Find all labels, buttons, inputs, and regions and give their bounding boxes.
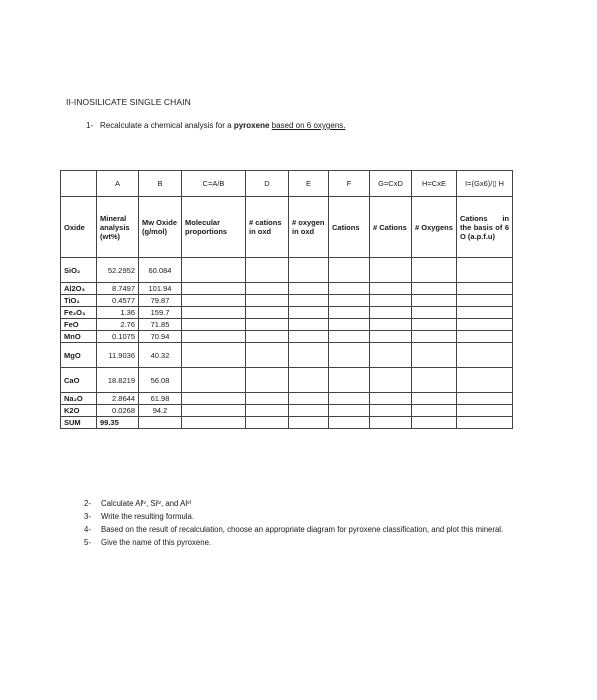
cell-mineral-analysis: 2.76 [97,319,139,331]
cell-mineral-analysis: 2.8644 [97,393,139,405]
cell-empty[interactable] [289,343,329,368]
question-item [84,523,531,536]
cell-empty[interactable] [457,405,513,417]
cell-oxide: TiO₂ [61,295,97,307]
cell-oxide: Fe₂O₃ [61,307,97,319]
cell-empty[interactable] [412,295,457,307]
question-1-text-underlined: based on 6 oxygens. [271,121,346,130]
cell-mineral-analysis: 11.9036 [97,343,139,368]
cell-empty[interactable] [329,331,370,343]
cell-empty[interactable] [246,368,289,393]
cell-empty[interactable] [182,331,246,343]
col-letter-h: H=CxE [412,171,457,197]
cell-mw-oxide: 101.94 [139,283,182,295]
cell-empty[interactable] [412,319,457,331]
table-row [61,319,513,331]
cell-empty[interactable] [412,405,457,417]
cell-empty[interactable] [370,258,412,283]
question-item [84,497,531,510]
cell-mineral-analysis: 0.1075 [97,331,139,343]
table-row [61,368,513,393]
cell-empty[interactable] [246,393,289,405]
col-letter-i: I=(Gx6)/▯ H [457,171,513,197]
question-text: Give the name of this pyroxene. [101,538,212,547]
cell-empty[interactable] [182,258,246,283]
cell-oxide: Na₂O [61,393,97,405]
cell-mineral-analysis: 52.2952 [97,258,139,283]
table-row [61,331,513,343]
cell-empty[interactable] [289,295,329,307]
cell-empty[interactable] [457,417,513,429]
cell-mw-oxide: 56.08 [139,368,182,393]
question-item [84,510,531,523]
header-molecular-proportions: Molecular proportions [182,197,246,258]
cell-oxide: SUM [61,417,97,429]
cell-empty[interactable] [457,307,513,319]
section-heading: II-INOSILICATE SINGLE CHAIN [66,97,191,107]
header-cations: Cations [329,197,370,258]
cell-empty[interactable] [370,393,412,405]
cell-empty[interactable] [289,319,329,331]
cell-empty[interactable] [182,417,246,429]
cell-empty[interactable] [457,258,513,283]
cell-oxide: FeO [61,319,97,331]
header-cations-basis: Cations in the basis of 6 O (a.p.f.u) [457,197,513,258]
question-list [84,497,531,549]
cell-empty[interactable] [412,307,457,319]
cell-empty[interactable] [289,417,329,429]
cell-mw-oxide: 40.32 [139,343,182,368]
cell-mineral-analysis: 18.8219 [97,368,139,393]
header-mineral-analysis: Mineral analysis (wt%) [97,197,139,258]
cell-empty[interactable] [457,331,513,343]
cell-mw-oxide: 60.084 [139,258,182,283]
cell-empty[interactable] [412,331,457,343]
header-mw-oxide: Mw Oxide (g/mol) [139,197,182,258]
cell-empty[interactable] [370,417,412,429]
cell-mw-oxide: 94.2 [139,405,182,417]
col-letter-f: F [329,171,370,197]
question-text: Based on the result of recalculation, choose an appropriate diagram for pyroxene classification, and plot this mineral. [101,525,504,534]
cell-empty[interactable] [182,295,246,307]
cell-empty[interactable] [457,393,513,405]
header-oxygen-in-oxd: # oxygen in oxd [289,197,329,258]
cell-empty[interactable] [457,295,513,307]
cell-empty[interactable] [246,405,289,417]
cell-empty[interactable] [370,343,412,368]
cell-empty[interactable] [246,331,289,343]
cell-empty[interactable] [289,307,329,319]
cell-empty[interactable] [289,331,329,343]
cell-mineral-analysis: 8.7497 [97,283,139,295]
cell-empty[interactable] [457,368,513,393]
cell-empty[interactable] [412,417,457,429]
cell-empty[interactable] [182,319,246,331]
question-number: 2- [84,499,91,508]
cell-empty[interactable] [182,343,246,368]
cell-empty[interactable] [246,307,289,319]
question-text: Calculate Alᴵᵛ, Siᴵᵛ, and Alᵛᴵ [101,499,191,508]
cell-oxide: Al2O₃ [61,283,97,295]
question-number: 3- [84,512,91,521]
cell-empty[interactable] [370,307,412,319]
cell-empty[interactable] [412,283,457,295]
cell-mw-oxide: 159.7 [139,307,182,319]
cell-empty[interactable] [329,319,370,331]
cell-mineral-analysis: 0.4577 [97,295,139,307]
cell-empty[interactable] [412,368,457,393]
cell-mw-oxide [139,417,182,429]
cell-empty[interactable] [246,319,289,331]
question-1-number: 1- [86,121,94,130]
cell-empty[interactable] [370,319,412,331]
cell-empty[interactable] [412,258,457,283]
recalculation-table [60,170,513,429]
cell-oxide: K2O [61,405,97,417]
cell-mw-oxide: 70.94 [139,331,182,343]
cell-oxide: MgO [61,343,97,368]
cell-mineral-analysis: 0.0268 [97,405,139,417]
cell-empty[interactable] [289,393,329,405]
header-cations-in-oxd: # cations in oxd [246,197,289,258]
col-letter-c: C=A/B [182,171,246,197]
col-letter-d: D [246,171,289,197]
question-number: 5- [84,538,91,547]
cell-empty[interactable] [457,283,513,295]
cell-oxide: MnO [61,331,97,343]
cell-empty[interactable] [329,393,370,405]
question-1 [86,121,346,130]
header-oxide: Oxide [61,197,97,258]
cell-empty[interactable] [289,405,329,417]
header-oxygens: # Oxygens [412,197,457,258]
table-row [61,393,513,405]
cell-empty[interactable] [370,283,412,295]
cell-empty[interactable] [246,283,289,295]
cell-empty[interactable] [246,258,289,283]
cell-empty[interactable] [412,343,457,368]
cell-empty[interactable] [329,405,370,417]
header-cations-g: # Cations [370,197,412,258]
cell-empty[interactable] [289,258,329,283]
col-letter-g: G=CxD [370,171,412,197]
cell-empty[interactable] [182,405,246,417]
question-item [84,536,531,549]
question-number: 4- [84,525,91,534]
table-row [61,307,513,319]
cell-empty[interactable] [329,295,370,307]
cell-empty[interactable] [370,295,412,307]
cell-empty[interactable] [457,343,513,368]
cell-empty[interactable] [370,405,412,417]
cell-oxide: CaO [61,368,97,393]
cell-empty[interactable] [370,368,412,393]
cell-empty[interactable] [329,307,370,319]
cell-empty[interactable] [182,368,246,393]
cell-empty[interactable] [412,393,457,405]
table-row [61,405,513,417]
table-row [61,258,513,283]
cell-empty[interactable] [182,307,246,319]
col-letter-blank [61,171,97,197]
cell-empty[interactable] [182,393,246,405]
table-row [61,283,513,295]
cell-empty[interactable] [329,343,370,368]
col-letter-b: B [139,171,182,197]
table-body [61,258,513,429]
column-header-row [61,197,513,258]
question-1-text-bold: pyroxene [233,121,270,130]
cell-mineral-analysis: 1.36 [97,307,139,319]
question-1-text-pre: Recalculate a chemical analysis for a [100,121,234,130]
table-row [61,295,513,307]
cell-empty[interactable] [289,283,329,295]
col-letter-e: E [289,171,329,197]
cell-empty[interactable] [246,417,289,429]
cell-empty[interactable] [370,331,412,343]
cell-empty[interactable] [329,258,370,283]
column-letter-row [61,171,513,197]
cell-empty[interactable] [457,319,513,331]
cell-oxide: SiO₂ [61,258,97,283]
table-row [61,343,513,368]
cell-mw-oxide: 71.85 [139,319,182,331]
cell-empty[interactable] [246,343,289,368]
cell-empty[interactable] [329,417,370,429]
cell-empty[interactable] [289,368,329,393]
cell-empty[interactable] [329,283,370,295]
table-row [61,417,513,429]
question-text: Write the resulting formula. [101,512,195,521]
cell-empty[interactable] [182,283,246,295]
cell-empty[interactable] [329,368,370,393]
cell-mw-oxide: 61.98 [139,393,182,405]
cell-empty[interactable] [246,295,289,307]
col-letter-a: A [97,171,139,197]
cell-mineral-analysis: 99.35 [97,417,139,429]
cell-mw-oxide: 79.87 [139,295,182,307]
